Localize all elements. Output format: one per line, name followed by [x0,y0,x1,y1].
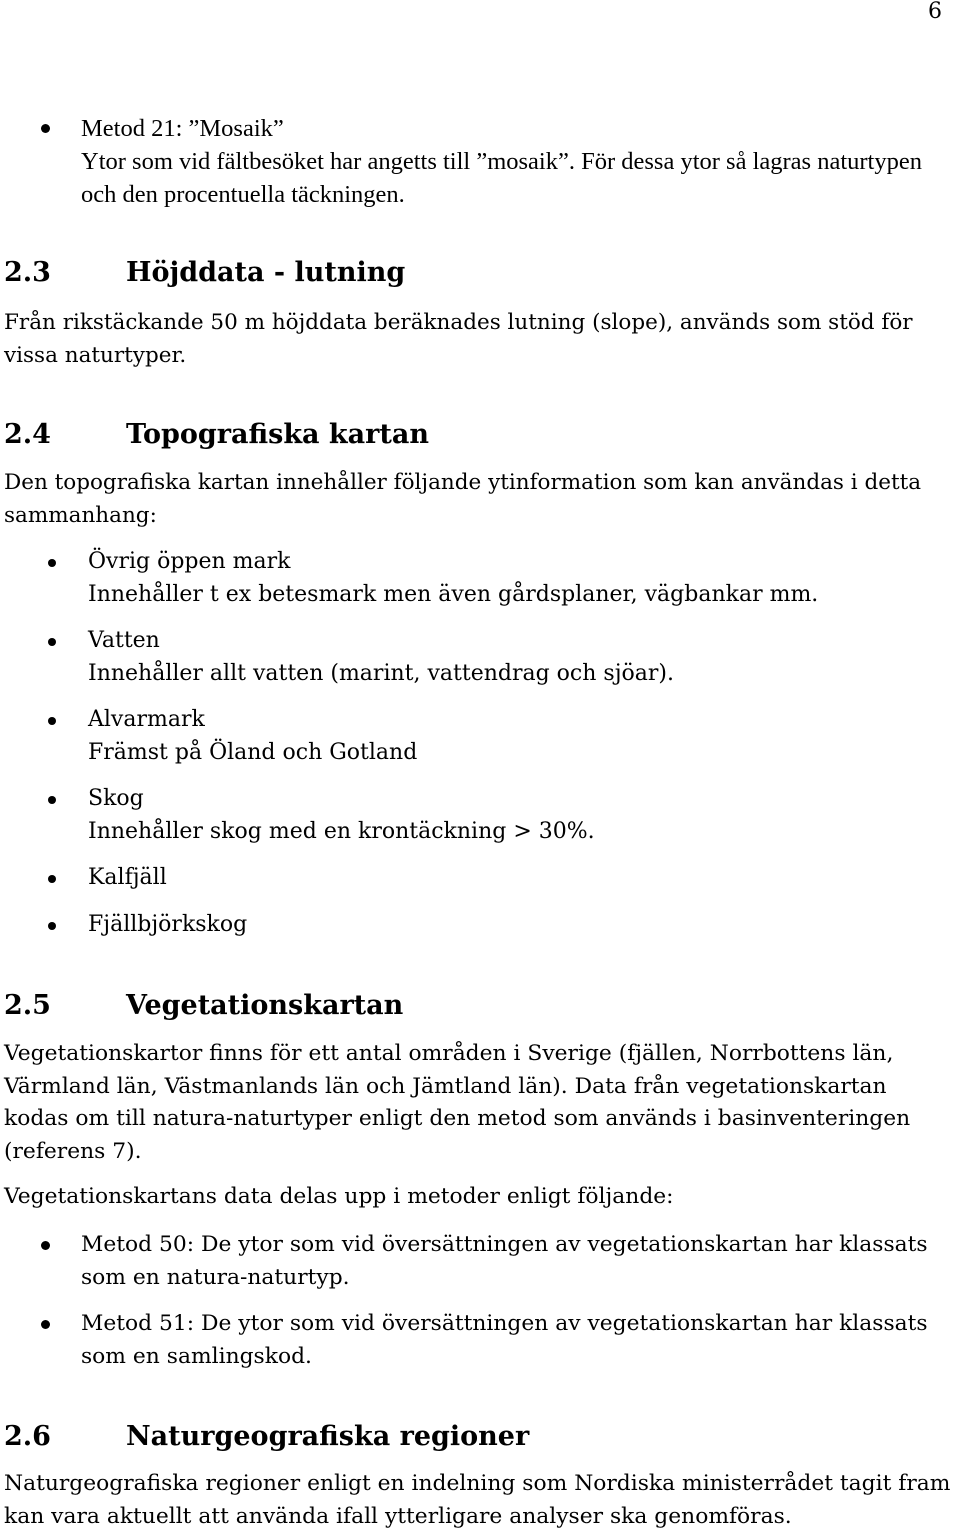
topo-item-desc: Främst på Öland och Gotland [88,739,418,765]
sec24-text: Den topografiska kartan innehåller följande ytinformation som kan användas i detta sammanhang: [4,470,922,528]
metod-item-text: Metod 51: De ytor som vid översättningen av vegetationskartan har klassats som en samlingskod. [81,1311,928,1369]
list-item [0,1229,956,1308]
bullet-icon [48,875,56,883]
section-heading-2-6 [4,1420,529,1454]
bullet-icon [48,559,56,567]
section-number: 2.5 [4,990,51,1021]
sec25-text-2: Vegetationskartans data delas upp i metoder enligt följande: [4,1184,674,1209]
metod21-title: Metod 21: ”Mosaik” [81,115,284,142]
sec24-paragraph [4,467,956,532]
sec26-text: Naturgeografiska regioner enligt en indelning som Nordiska ministerrådet tagit fram kan vara aktuellt att använda ifall ytterligare analyser ska genomföras. [4,1471,951,1529]
section-heading-2-4 [4,418,429,452]
topo-item-title: Fjällbjörkskog [88,912,248,937]
sec26-paragraph [4,1468,956,1533]
bullet-icon [41,1241,50,1250]
topo-item-desc: Innehåller allt vatten (marint, vattendrag och sjöar). [88,660,674,686]
sec25-paragraph-2 [4,1181,956,1214]
bullet-icon [48,922,56,930]
topo-item-title: Alvarmark [88,707,205,732]
bullet-icon [41,124,50,133]
page-number: 6 [928,0,942,24]
bullet-icon [48,717,56,725]
bullet-icon [48,638,56,646]
section-title: Naturgeografiska regioner [126,1421,530,1452]
topo-item-title: Vatten [88,628,160,653]
section-title: Topografiska kartan [126,419,429,450]
section-number: 2.3 [4,257,51,288]
topo-item-title: Övrig öppen mark [88,549,291,574]
sec23-text: Från rikstäckande 50 m höjddata beräknades lutning (slope), används som stöd för vissa naturtyper. [4,310,913,368]
list-item [0,112,956,211]
list-item [0,862,956,909]
section-heading-2-5 [4,989,403,1023]
list-item [0,546,956,625]
list-item [0,909,956,949]
topo-item-desc: Innehåller skog med en krontäckning > 30%. [88,818,595,844]
bullet-icon [48,796,56,804]
list-item [0,1308,956,1387]
bullet-icon [41,1320,50,1329]
list-item [0,704,956,783]
metod21-text: Ytor som vid fältbesöket har angetts till ”mosaik”. För dessa ytor så lagras naturtypen och den procentuella täckningen. [81,148,922,208]
topo-item-title: Kalfjäll [88,865,167,890]
section-heading-2-3 [4,256,405,290]
sec25-paragraph-1 [4,1038,956,1168]
section-title: Vegetationskartan [126,990,404,1021]
sec23-paragraph [4,307,956,372]
topo-item-title: Skog [88,786,144,811]
section-number: 2.4 [4,419,51,450]
section-number: 2.6 [4,1421,51,1452]
list-item [0,783,956,862]
sec25-text-1: Vegetationskartor finns för ett antal områden i Sverige (fjällen, Norrbottens län, Värmland län, Västmanlands län och Jämtland län). Data från vegetationskartan kodas om till natura-naturtyper enligt den metod som används i basinventeringen (referens 7). [4,1041,911,1164]
metod21-list [0,112,956,211]
metod-list [0,1229,956,1387]
section-title: Höjddata - lutning [126,257,406,288]
topo-list [0,546,956,949]
list-item [0,625,956,704]
metod-item-text: Metod 50: De ytor som vid översättningen av vegetationskartan har klassats som en natura-naturtyp. [81,1232,928,1290]
topo-item-desc: Innehåller t ex betesmark men även gårdsplaner, vägbankar mm. [88,581,819,607]
